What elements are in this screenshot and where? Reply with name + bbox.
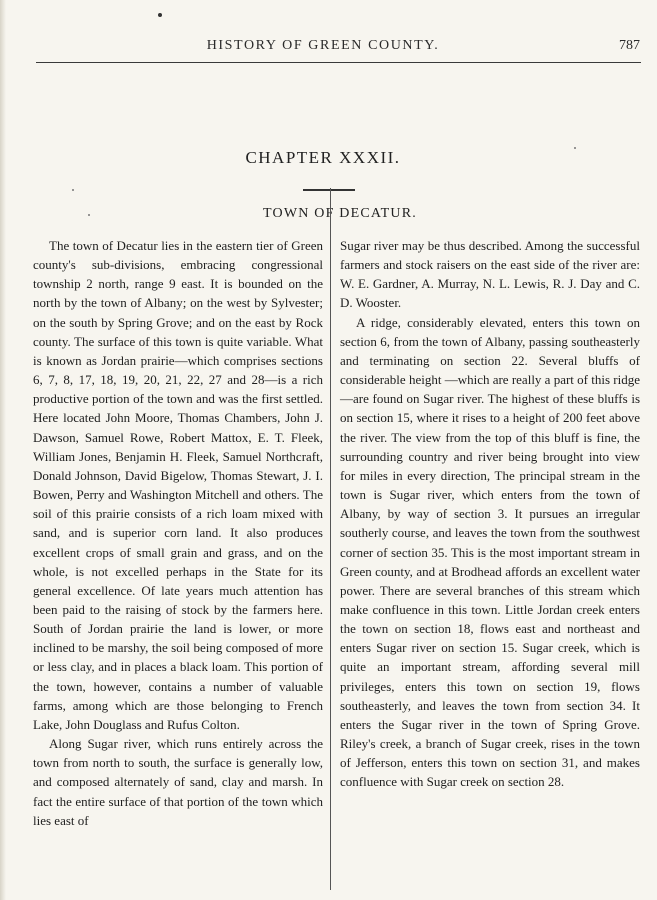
column-divider bbox=[330, 188, 331, 890]
page-edge-shadow bbox=[0, 0, 6, 900]
left-column bbox=[33, 236, 323, 886]
page-number: 787 bbox=[619, 38, 640, 53]
ink-dot bbox=[158, 13, 162, 17]
header-rule bbox=[36, 62, 641, 63]
paper-speck bbox=[88, 214, 90, 216]
paragraph: The town of Decatur lies in the eastern tier of Green county's sub-divisions, embracing congressional township 2 north, range 9 east. It is bounded on the north by the town of Albany; on the west by Sylvester; on the south by Spring Grove; and on the east by Rock county. The surface of this town is quite variable. What is known as Jordan prairie—which comprises sections 6, 7, 8, 17, 18, 19, 20, 21, 22, 27 and 28—is a rich productive portion of the town and was the first settled. Here located John Moore, Thomas Chambers, John J. Dawson, Samuel Rowe, Robert Mattox, E. T. Fleek, William Jones, Benjamin H. Fleek, Samuel Northcraft, Donald Johnson, David Bigelow, Thomas Stewart, J. I. Bowen, Perry and Washington Mitchell and others. The soil of this prairie consists of a rich loam mixed with sand, and is superior corn land. It also produces excellent crops of small grain and grass, and on the whole, is not excelled perhaps in the State for its general excellence. Of late years much attention has been paid to the raising of stock by the farmers here. South of Jordan prairie the land is lower, or more inclined to be marshy, the soil being composed of more or less clay, and in places a black loam. This portion of the town, however, contains a number of valuable farms, among which are those belonging to French Lake, John Douglass and Rufus Colton. bbox=[33, 238, 323, 732]
chapter-rule bbox=[303, 189, 355, 191]
paragraph: Along Sugar river, which runs entirely across the town from north to south, the surface is generally low, and composed alternately of sand, clay and marsh. In fact the entire surface of that portion of the town which lies east of bbox=[33, 736, 323, 828]
paragraph: A ridge, considerably elevated, enters this town on section 6, from the town of Albany, passing southeasterly and terminating on section 22. Several bluffs of considerable height —which are really a part of this ridge—are found on Sugar river. The highest of these bluffs is on section 15, where it rises to a height of 200 feet above the river. The view from the top of this bluff is fine, the surrounding country and river being brought into view for miles in every direction, The principal stream in the town is Sugar river, which enters from the town of Albany, by way of section 3. It pursues an irregular southerly course, and leaves the town from the southwest corner of section 35. This is the most important stream in Green county, and at Brodhead affords an excellent water power. There are several branches of this stream which make confluence in this town. Little Jordan creek enters the town on section 18, flows east and northeast and enters Sugar river on section 15. Sugar creek, which is quite an important stream, affording several mill privileges, enters this town on section 19, flows southeasterly, and leaves the town from section 34. It enters the Sugar river in the town of Spring Grove. Riley's creek, a branch of Sugar creek, rises in the town of Jefferson, enters this town on section 31, and makes confluence with Sugar creek on section 28. bbox=[340, 314, 640, 790]
paragraph: Sugar river may be thus described. Among the successful farmers and stock raisers on the east side of the river are: W. E. Gardner, A. Murray, N. L. Lewis, R. J. Day and C. D. Wooster. bbox=[340, 238, 640, 311]
paper-speck bbox=[72, 189, 74, 191]
paper-speck bbox=[574, 147, 576, 149]
right-column bbox=[340, 236, 640, 886]
section-title: TOWN OF DECATUR. bbox=[263, 206, 417, 221]
chapter-title: CHAPTER XXXII. bbox=[245, 148, 401, 167]
running-title: HISTORY OF GREEN COUNTY. bbox=[206, 38, 440, 53]
